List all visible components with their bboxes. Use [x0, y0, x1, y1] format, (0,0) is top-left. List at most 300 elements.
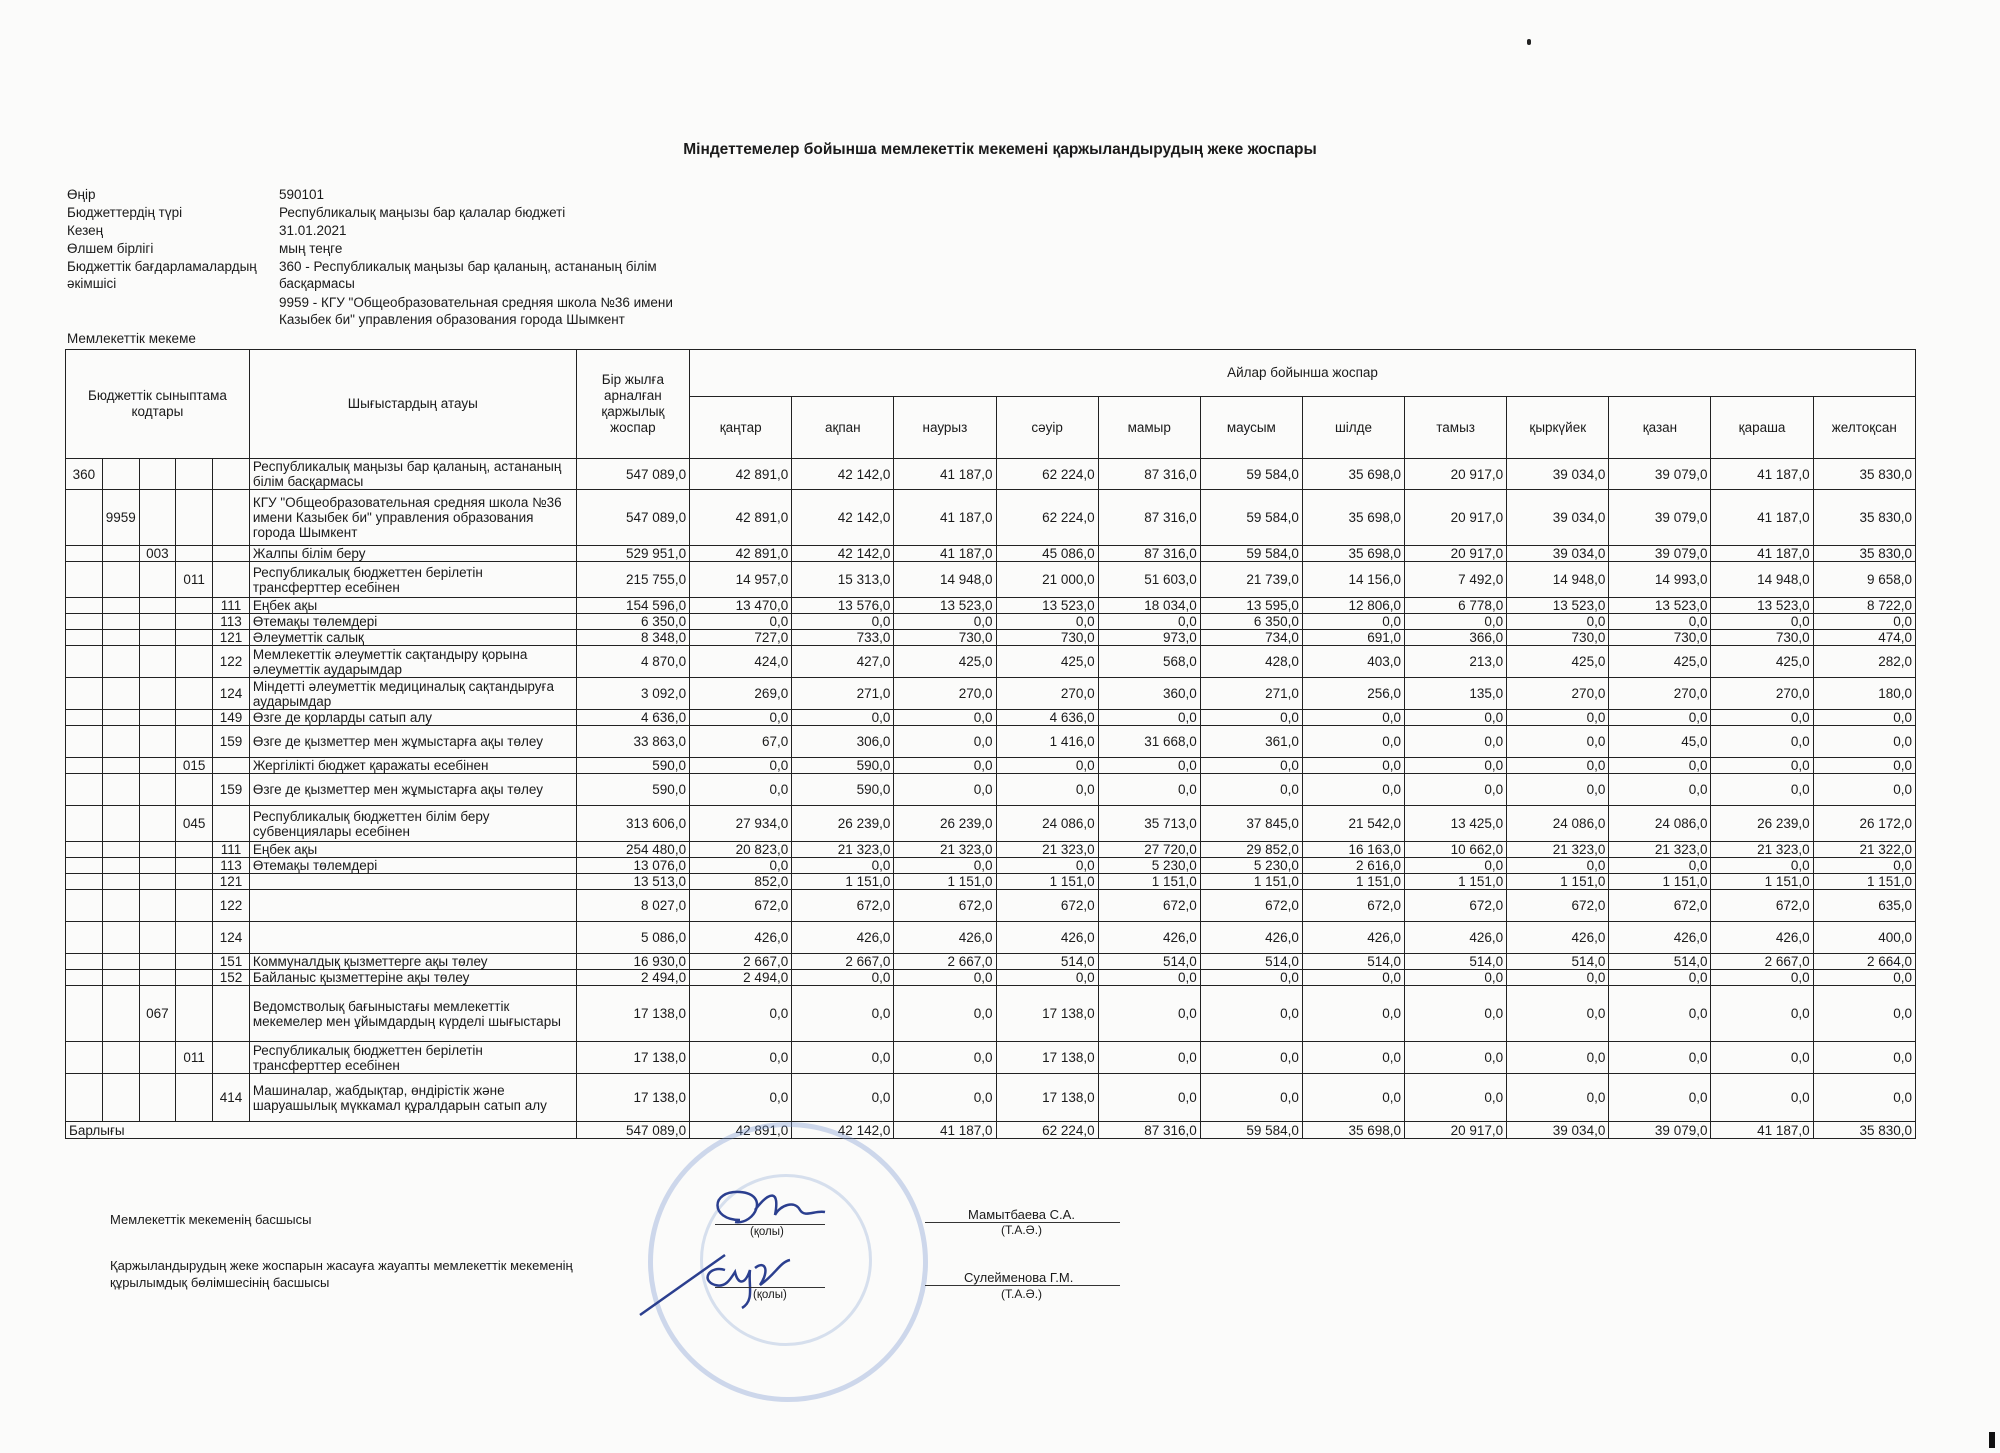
monthly-amount: 426,0: [1711, 922, 1813, 954]
classification-code: 122: [213, 646, 250, 678]
monthly-amount: 20 823,0: [690, 842, 792, 858]
monthly-amount: 8 722,0: [1813, 598, 1915, 614]
header-month: сәуір: [996, 397, 1098, 459]
monthly-amount: 0,0: [1813, 986, 1915, 1042]
monthly-amount: 13 523,0: [1609, 598, 1711, 614]
corner-mark: [1989, 1432, 1995, 1448]
monthly-amount: 0,0: [1098, 970, 1200, 986]
monthly-amount: 14 948,0: [1711, 562, 1813, 598]
monthly-amount: 0,0: [690, 1042, 792, 1074]
annual-amount: 16 930,0: [576, 954, 689, 970]
monthly-amount: 2 494,0: [690, 970, 792, 986]
classification-code: [213, 806, 250, 842]
monthly-amount: 0,0: [690, 858, 792, 874]
monthly-amount: 256,0: [1302, 678, 1404, 710]
monthly-amount: 14 993,0: [1609, 562, 1711, 598]
classification-code: 122: [213, 890, 250, 922]
classification-code: [213, 758, 250, 774]
classification-code: 151: [213, 954, 250, 970]
monthly-amount: 306,0: [792, 726, 894, 758]
total-monthly-amount: 20 917,0: [1405, 1122, 1507, 1139]
monthly-amount: 0,0: [996, 614, 1098, 630]
classification-code: [213, 986, 250, 1042]
monthly-amount: 0,0: [792, 1042, 894, 1074]
monthly-amount: 425,0: [1711, 646, 1813, 678]
classification-code: 011: [176, 562, 213, 598]
monthly-amount: 0,0: [1302, 758, 1404, 774]
expense-name: Республикалық бюджеттен берілетін трансферттер есебінен: [249, 562, 576, 598]
meta-label: Өлшем бірлігі: [67, 241, 154, 256]
expense-name: Байланыс қызметтеріне ақы төлеу: [249, 970, 576, 986]
monthly-amount: 691,0: [1302, 630, 1404, 646]
monthly-amount: 361,0: [1200, 726, 1302, 758]
monthly-amount: 1 416,0: [996, 726, 1098, 758]
table-row: [66, 678, 1916, 710]
monthly-amount: 672,0: [1098, 890, 1200, 922]
monthly-amount: 0,0: [1405, 614, 1507, 630]
monthly-amount: 35 713,0: [1098, 806, 1200, 842]
classification-code: 121: [213, 630, 250, 646]
classification-code: [176, 890, 213, 922]
classification-code: 414: [213, 1074, 250, 1122]
monthly-amount: 0,0: [1813, 758, 1915, 774]
expense-name: Жалпы білім беру: [249, 546, 576, 562]
expense-name: Машиналар, жабдықтар, өндірістік және шаруашылық мүккамал құралдарын сатып алу: [249, 1074, 576, 1122]
monthly-amount: 13 523,0: [996, 598, 1098, 614]
expense-name: Мемлекеттік әлеуметтік сақтандыру қорына әлеуметтік аударымдар: [249, 646, 576, 678]
expense-name: Еңбек ақы: [249, 842, 576, 858]
expense-name: Жергілікті бюджет қаражаты есебінен: [249, 758, 576, 774]
monthly-amount: 35 698,0: [1302, 490, 1404, 546]
expense-name: Өтемақы төлемдері: [249, 858, 576, 874]
monthly-amount: 21 323,0: [1711, 842, 1813, 858]
classification-code: [102, 986, 139, 1042]
meta-label: Мемлекеттік мекеме: [67, 331, 196, 346]
monthly-amount: 35 698,0: [1302, 546, 1404, 562]
total-monthly-amount: 59 584,0: [1200, 1122, 1302, 1139]
monthly-amount: 21 739,0: [1200, 562, 1302, 598]
meta-label: Бюджеттердің түрі: [67, 205, 183, 220]
monthly-amount: 0,0: [690, 986, 792, 1042]
monthly-amount: 10 662,0: [1405, 842, 1507, 858]
monthly-amount: 269,0: [690, 678, 792, 710]
annual-amount: 590,0: [576, 758, 689, 774]
monthly-amount: 13 523,0: [894, 598, 996, 614]
annual-amount: 4 870,0: [576, 646, 689, 678]
monthly-amount: 0,0: [1098, 986, 1200, 1042]
monthly-amount: 270,0: [1507, 678, 1609, 710]
classification-code: [102, 806, 139, 842]
monthly-amount: 426,0: [690, 922, 792, 954]
table-row: [66, 646, 1916, 678]
header-month: наурыз: [894, 397, 996, 459]
classification-code: [66, 546, 103, 562]
classification-code: [66, 1042, 103, 1074]
classification-code: [66, 630, 103, 646]
annual-amount: 4 636,0: [576, 710, 689, 726]
monthly-amount: 41 187,0: [1711, 459, 1813, 490]
monthly-amount: 26 239,0: [1711, 806, 1813, 842]
monthly-amount: 14 156,0: [1302, 562, 1404, 598]
monthly-amount: 425,0: [894, 646, 996, 678]
monthly-amount: 135,0: [1405, 678, 1507, 710]
classification-code: [176, 490, 213, 546]
monthly-amount: 62 224,0: [996, 459, 1098, 490]
monthly-amount: 0,0: [1302, 726, 1404, 758]
table-row: [66, 459, 1916, 490]
annual-amount: 590,0: [576, 774, 689, 806]
table-row: [66, 630, 1916, 646]
monthly-amount: 42 891,0: [690, 490, 792, 546]
financing-plan-table: [65, 349, 1916, 1139]
monthly-amount: 0,0: [894, 986, 996, 1042]
expense-name: Өзге де қорларды сатып алу: [249, 710, 576, 726]
monthly-amount: 0,0: [1813, 774, 1915, 806]
classification-code: 113: [213, 858, 250, 874]
classification-code: [139, 970, 176, 986]
monthly-amount: 1 151,0: [1405, 874, 1507, 890]
expense-name: Әлеуметтік салық: [249, 630, 576, 646]
classification-code: [139, 890, 176, 922]
classification-code: [139, 1042, 176, 1074]
classification-code: [139, 710, 176, 726]
monthly-amount: 62 224,0: [996, 490, 1098, 546]
classification-code: [102, 630, 139, 646]
monthly-amount: 2 664,0: [1813, 954, 1915, 970]
monthly-amount: 0,0: [1200, 1042, 1302, 1074]
monthly-amount: 0,0: [1200, 986, 1302, 1042]
monthly-amount: 0,0: [1200, 774, 1302, 806]
total-monthly-amount: 39 034,0: [1507, 1122, 1609, 1139]
classification-code: [176, 922, 213, 954]
monthly-amount: 425,0: [1507, 646, 1609, 678]
monthly-amount: 13 523,0: [1711, 598, 1813, 614]
monthly-amount: 426,0: [1302, 922, 1404, 954]
monthly-amount: 672,0: [792, 890, 894, 922]
monthly-amount: 426,0: [1200, 922, 1302, 954]
monthly-amount: 0,0: [1711, 710, 1813, 726]
monthly-amount: 426,0: [792, 922, 894, 954]
monthly-amount: 41 187,0: [894, 459, 996, 490]
monthly-amount: 568,0: [1098, 646, 1200, 678]
classification-code: [176, 630, 213, 646]
classification-code: [213, 546, 250, 562]
classification-code: [66, 614, 103, 630]
monthly-amount: 0,0: [1507, 710, 1609, 726]
classification-code: [66, 858, 103, 874]
monthly-amount: 16 163,0: [1302, 842, 1404, 858]
monthly-amount: 0,0: [996, 858, 1098, 874]
header-month: қазан: [1609, 397, 1711, 459]
annual-amount: 5 086,0: [576, 922, 689, 954]
monthly-amount: 0,0: [1609, 710, 1711, 726]
classification-code: [213, 1042, 250, 1074]
classification-code: [139, 922, 176, 954]
monthly-amount: 271,0: [792, 678, 894, 710]
monthly-amount: 672,0: [1405, 890, 1507, 922]
classification-code: [66, 726, 103, 758]
classification-code: [66, 678, 103, 710]
total-annual-amount: 547 089,0: [576, 1122, 689, 1139]
monthly-amount: 41 187,0: [894, 490, 996, 546]
document-title: Міндеттемелер бойынша мемлекеттік мекемені қаржыландырудың жеке жоспары: [683, 141, 1317, 158]
monthly-amount: 29 852,0: [1200, 842, 1302, 858]
classification-code: [176, 614, 213, 630]
head-name: Мамытбаева С.А.: [968, 1207, 1075, 1222]
monthly-amount: 7 492,0: [1405, 562, 1507, 598]
classification-code: [176, 678, 213, 710]
speck: [1527, 39, 1531, 45]
monthly-amount: 514,0: [1609, 954, 1711, 970]
monthly-amount: 13 595,0: [1200, 598, 1302, 614]
monthly-amount: 672,0: [690, 890, 792, 922]
monthly-amount: 87 316,0: [1098, 546, 1200, 562]
monthly-amount: 42 142,0: [792, 459, 894, 490]
monthly-amount: 17 138,0: [996, 1042, 1098, 1074]
monthly-amount: 0,0: [792, 970, 894, 986]
monthly-amount: 672,0: [996, 890, 1098, 922]
monthly-amount: 45,0: [1609, 726, 1711, 758]
monthly-amount: 39 034,0: [1507, 459, 1609, 490]
monthly-amount: 21 542,0: [1302, 806, 1404, 842]
monthly-amount: 0,0: [1711, 1074, 1813, 1122]
monthly-amount: 730,0: [1711, 630, 1813, 646]
monthly-amount: 0,0: [894, 614, 996, 630]
classification-code: [139, 858, 176, 874]
monthly-amount: 4 636,0: [996, 710, 1098, 726]
classification-code: 159: [213, 774, 250, 806]
classification-code: [176, 598, 213, 614]
expense-name: Өзге де қызметтер мен жұмыстарға ақы төлеу: [249, 774, 576, 806]
monthly-amount: 0,0: [1405, 858, 1507, 874]
monthly-amount: 672,0: [1609, 890, 1711, 922]
annual-amount: 313 606,0: [576, 806, 689, 842]
monthly-amount: 42 891,0: [690, 546, 792, 562]
monthly-amount: 0,0: [1609, 986, 1711, 1042]
monthly-amount: 733,0: [792, 630, 894, 646]
classification-code: 111: [213, 598, 250, 614]
monthly-amount: 270,0: [996, 678, 1098, 710]
monthly-amount: 0,0: [894, 758, 996, 774]
classification-code: [213, 459, 250, 490]
expense-name: Өзге де қызметтер мен жұмыстарға ақы төлеу: [249, 726, 576, 758]
expense-name: [249, 922, 576, 954]
expense-name: Міндетті әлеуметтік медициналық сақтандыруға аударымдар: [249, 678, 576, 710]
total-monthly-amount: 42 142,0: [792, 1122, 894, 1139]
monthly-amount: 426,0: [894, 922, 996, 954]
total-monthly-amount: 35 830,0: [1813, 1122, 1915, 1139]
monthly-amount: 0,0: [1813, 710, 1915, 726]
table-row: [66, 726, 1916, 758]
classification-code: [176, 726, 213, 758]
header-month: қаңтар: [690, 397, 792, 459]
responsible-name: Сулейменова Г.М.: [964, 1270, 1074, 1285]
meta-value: 360 - Республикалық маңызы бар қаланың, астананың білім басқармасы: [279, 259, 657, 291]
classification-code: [176, 1074, 213, 1122]
monthly-amount: 0,0: [690, 758, 792, 774]
monthly-amount: 2 616,0: [1302, 858, 1404, 874]
monthly-amount: 0,0: [1200, 758, 1302, 774]
classification-code: [66, 806, 103, 842]
classification-code: [102, 614, 139, 630]
classification-code: [213, 562, 250, 598]
monthly-amount: 474,0: [1813, 630, 1915, 646]
monthly-amount: 0,0: [1813, 1042, 1915, 1074]
monthly-amount: 426,0: [1507, 922, 1609, 954]
meta-label: Кезең: [67, 223, 104, 238]
monthly-amount: 21 323,0: [792, 842, 894, 858]
monthly-amount: 41 187,0: [894, 546, 996, 562]
total-monthly-amount: 35 698,0: [1302, 1122, 1404, 1139]
table-row: [66, 710, 1916, 726]
monthly-amount: 514,0: [1098, 954, 1200, 970]
monthly-amount: 0,0: [1609, 970, 1711, 986]
monthly-amount: 2 667,0: [1711, 954, 1813, 970]
monthly-amount: 21 323,0: [1609, 842, 1711, 858]
monthly-amount: 270,0: [1711, 678, 1813, 710]
monthly-amount: 0,0: [1405, 726, 1507, 758]
header-month: желтоқсан: [1813, 397, 1915, 459]
classification-code: [66, 758, 103, 774]
monthly-amount: 590,0: [792, 758, 894, 774]
head-signatory-label: Мемлекеттік мекеменің басшысы: [110, 1212, 312, 1227]
monthly-amount: 213,0: [1405, 646, 1507, 678]
monthly-amount: 0,0: [894, 858, 996, 874]
monthly-amount: 59 584,0: [1200, 459, 1302, 490]
monthly-amount: 1 151,0: [1200, 874, 1302, 890]
monthly-amount: 0,0: [996, 970, 1098, 986]
monthly-amount: 31 668,0: [1098, 726, 1200, 758]
header-month: қараша: [1711, 397, 1813, 459]
classification-code: [176, 970, 213, 986]
classification-code: [139, 874, 176, 890]
monthly-amount: 0,0: [894, 1042, 996, 1074]
classification-code: 113: [213, 614, 250, 630]
monthly-amount: 0,0: [1098, 758, 1200, 774]
classification-code: [102, 562, 139, 598]
monthly-amount: 2 667,0: [894, 954, 996, 970]
monthly-amount: 0,0: [1507, 1042, 1609, 1074]
classification-code: 003: [139, 546, 176, 562]
monthly-amount: 2 667,0: [690, 954, 792, 970]
classification-code: [213, 490, 250, 546]
classification-code: [66, 922, 103, 954]
monthly-amount: 87 316,0: [1098, 490, 1200, 546]
monthly-amount: 42 142,0: [792, 490, 894, 546]
classification-code: 121: [213, 874, 250, 890]
monthly-amount: 0,0: [1405, 1074, 1507, 1122]
table-row: [66, 758, 1916, 774]
classification-code: [102, 774, 139, 806]
classification-code: [139, 614, 176, 630]
monthly-amount: 26 239,0: [894, 806, 996, 842]
monthly-amount: 635,0: [1813, 890, 1915, 922]
classification-code: [176, 842, 213, 858]
monthly-amount: 672,0: [1200, 890, 1302, 922]
classification-code: [102, 459, 139, 490]
monthly-amount: 35 830,0: [1813, 490, 1915, 546]
monthly-amount: 17 138,0: [996, 986, 1098, 1042]
table-row: [66, 546, 1916, 562]
monthly-amount: 0,0: [1813, 1074, 1915, 1122]
annual-amount: 215 755,0: [576, 562, 689, 598]
expense-name: Еңбек ақы: [249, 598, 576, 614]
monthly-amount: 425,0: [1609, 646, 1711, 678]
monthly-amount: 427,0: [792, 646, 894, 678]
head-name-caption: (Т.А.Ә.): [1001, 1223, 1043, 1237]
monthly-amount: 21 323,0: [1507, 842, 1609, 858]
table-row: [66, 562, 1916, 598]
header-month: мамыр: [1098, 397, 1200, 459]
classification-code: [102, 598, 139, 614]
monthly-amount: 0,0: [1405, 986, 1507, 1042]
monthly-amount: 0,0: [1609, 1074, 1711, 1122]
monthly-amount: 20 917,0: [1405, 490, 1507, 546]
monthly-amount: 24 086,0: [1507, 806, 1609, 842]
monthly-amount: 270,0: [894, 678, 996, 710]
monthly-amount: 514,0: [996, 954, 1098, 970]
monthly-amount: 271,0: [1200, 678, 1302, 710]
classification-code: [66, 562, 103, 598]
monthly-amount: 403,0: [1302, 646, 1404, 678]
monthly-amount: 6 350,0: [1200, 614, 1302, 630]
header-month: ақпан: [792, 397, 894, 459]
table-row: [66, 874, 1916, 890]
monthly-amount: 734,0: [1200, 630, 1302, 646]
monthly-amount: 5 230,0: [1200, 858, 1302, 874]
table-row: [66, 858, 1916, 874]
classification-code: 9959: [102, 490, 139, 546]
monthly-amount: 0,0: [1711, 614, 1813, 630]
classification-code: [66, 954, 103, 970]
monthly-amount: 1 151,0: [792, 874, 894, 890]
monthly-amount: 1 151,0: [1507, 874, 1609, 890]
monthly-amount: 42 142,0: [792, 546, 894, 562]
monthly-amount: 0,0: [1609, 858, 1711, 874]
monthly-amount: 26 239,0: [792, 806, 894, 842]
monthly-amount: 41 187,0: [1711, 546, 1813, 562]
monthly-amount: 0,0: [1405, 774, 1507, 806]
annual-amount: 13 513,0: [576, 874, 689, 890]
monthly-amount: 0,0: [1405, 758, 1507, 774]
annual-amount: 547 089,0: [576, 459, 689, 490]
expense-name: Коммуналдық қызметтерге ақы төлеу: [249, 954, 576, 970]
classification-code: 067: [139, 986, 176, 1042]
monthly-amount: 590,0: [792, 774, 894, 806]
monthly-amount: 0,0: [1302, 986, 1404, 1042]
classification-code: [102, 1074, 139, 1122]
head-signature-line: [715, 1224, 825, 1225]
classification-code: [139, 1074, 176, 1122]
classification-code: [176, 459, 213, 490]
expense-name: [249, 874, 576, 890]
monthly-amount: 0,0: [894, 774, 996, 806]
monthly-amount: 0,0: [1302, 1042, 1404, 1074]
annual-amount: 13 076,0: [576, 858, 689, 874]
monthly-amount: 730,0: [1507, 630, 1609, 646]
table-row: [66, 954, 1916, 970]
monthly-amount: 13 425,0: [1405, 806, 1507, 842]
monthly-amount: 1 151,0: [894, 874, 996, 890]
monthly-amount: 0,0: [1098, 1042, 1200, 1074]
classification-code: [102, 874, 139, 890]
table-row: [66, 890, 1916, 922]
total-monthly-amount: 41 187,0: [894, 1122, 996, 1139]
monthly-amount: 14 948,0: [1507, 562, 1609, 598]
classification-code: [66, 646, 103, 678]
expense-name: Республикалық бюджеттен берілетін трансферттер есебінен: [249, 1042, 576, 1074]
monthly-amount: 0,0: [1609, 758, 1711, 774]
